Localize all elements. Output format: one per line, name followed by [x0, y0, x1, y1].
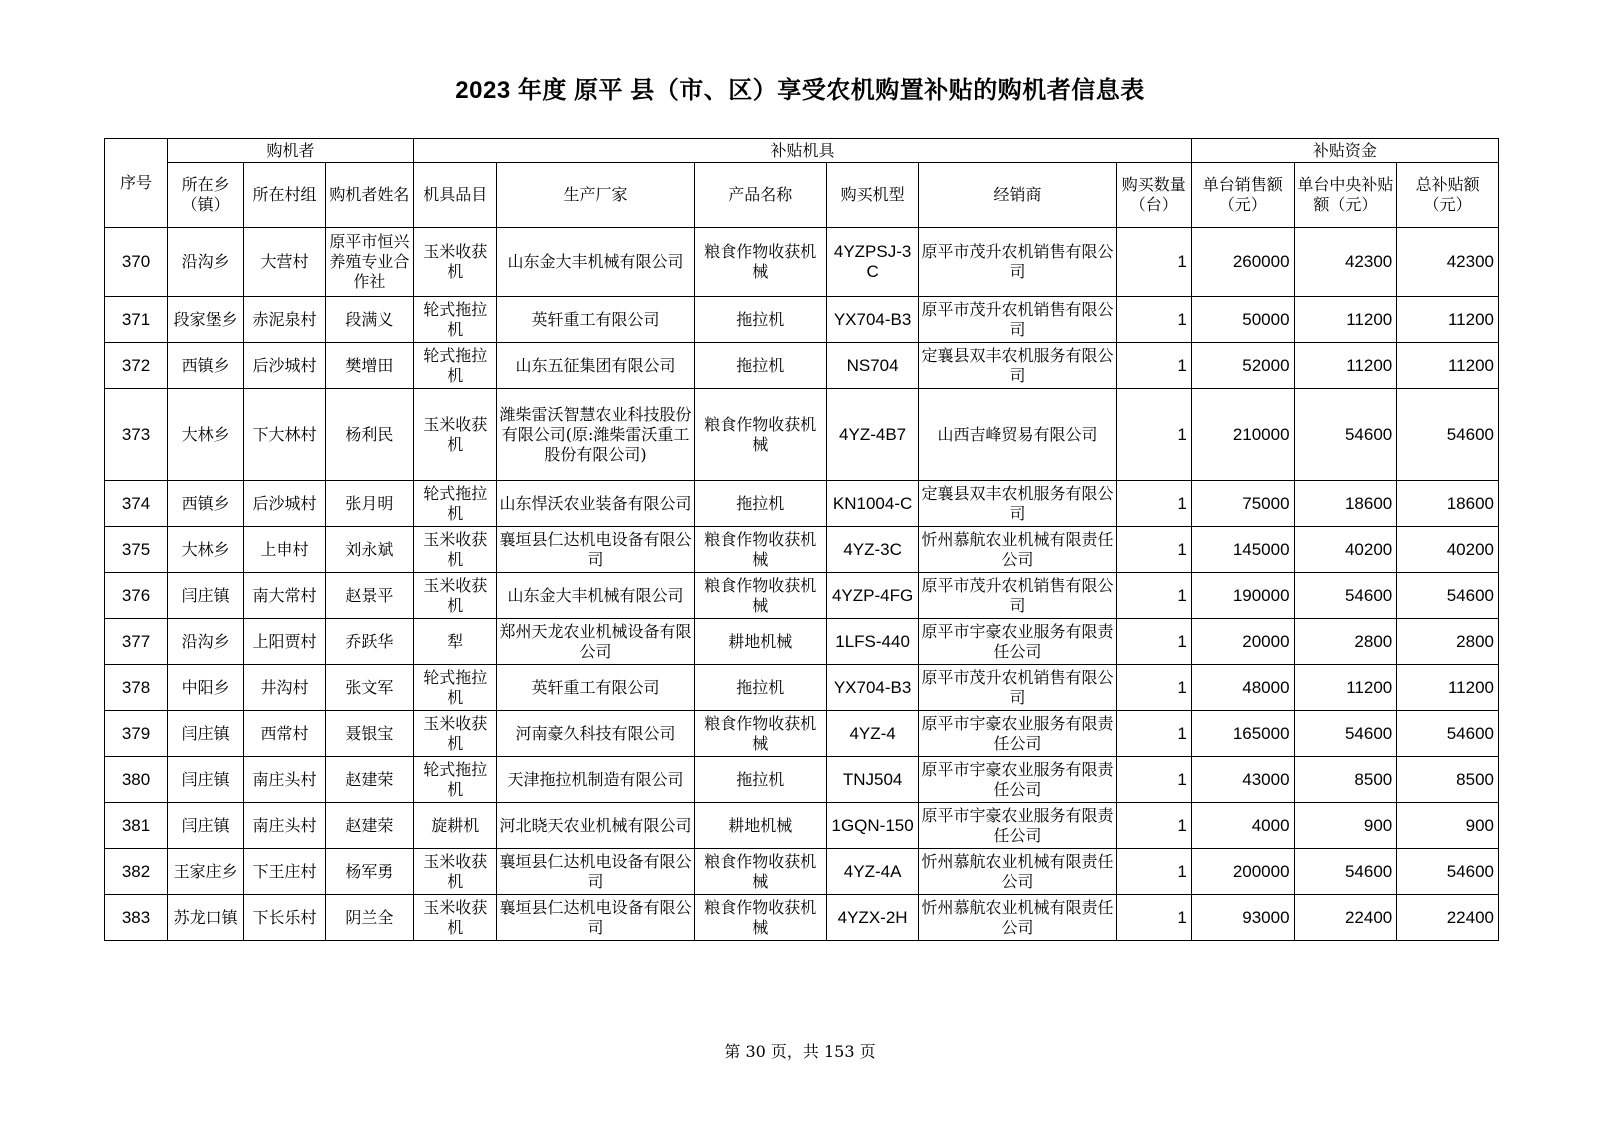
column-header: 购买数量（台） — [1116, 163, 1191, 228]
table-cell: 粮食作物收获机械 — [694, 895, 826, 941]
table-cell: 段满义 — [325, 297, 413, 343]
column-header: 购买机型 — [826, 163, 919, 228]
table-cell: 聂银宝 — [325, 711, 413, 757]
table-cell: 上申村 — [244, 527, 325, 573]
column-header: 购机者姓名 — [325, 163, 413, 228]
column-header: 单台销售额（元） — [1191, 163, 1294, 228]
table-cell: 40200 — [1397, 527, 1499, 573]
table-cell: 原平市茂升农机销售有限公司 — [919, 297, 1116, 343]
table-cell: 11200 — [1397, 297, 1499, 343]
column-header: 所在乡（镇） — [168, 163, 244, 228]
table-cell: 玉米收获机 — [414, 711, 497, 757]
table-cell: 1LFS-440 — [826, 619, 919, 665]
table-cell: 西镇乡 — [168, 343, 244, 389]
table-cell: 山东金大丰机械有限公司 — [497, 228, 694, 297]
table-cell: 377 — [105, 619, 168, 665]
table-cell: 轮式拖拉机 — [414, 481, 497, 527]
table-cell: 襄垣县仁达机电设备有限公司 — [497, 895, 694, 941]
table-cell: 42300 — [1397, 228, 1499, 297]
table-row — [105, 849, 1499, 895]
table-cell: 54600 — [1294, 711, 1397, 757]
table-cell: 372 — [105, 343, 168, 389]
table-cell: 沿沟乡 — [168, 619, 244, 665]
table-cell: 373 — [105, 389, 168, 481]
table-cell: 380 — [105, 757, 168, 803]
table-cell: 1 — [1116, 343, 1191, 389]
table-cell: 原平市宇豪农业服务有限责任公司 — [919, 803, 1116, 849]
table-cell: 襄垣县仁达机电设备有限公司 — [497, 527, 694, 573]
page-number: 第 30 页，共 153 页 — [724, 1042, 876, 1061]
table-cell: 耕地机械 — [694, 803, 826, 849]
table-cell: 383 — [105, 895, 168, 941]
table-row — [105, 665, 1499, 711]
table-row — [105, 757, 1499, 803]
table-cell: 40200 — [1294, 527, 1397, 573]
table-row — [105, 895, 1499, 941]
table-cell: 拖拉机 — [694, 297, 826, 343]
table-cell: 1 — [1116, 711, 1191, 757]
table-cell: TNJ504 — [826, 757, 919, 803]
table-cell: 4YZ-4B7 — [826, 389, 919, 481]
table-cell: 玉米收获机 — [414, 573, 497, 619]
column-header: 生产厂家 — [497, 163, 694, 228]
table-cell: 22400 — [1397, 895, 1499, 941]
table-cell: 犁 — [414, 619, 497, 665]
table-cell: 中阳乡 — [168, 665, 244, 711]
table-cell: 段家堡乡 — [168, 297, 244, 343]
table-cell: 粮食作物收获机械 — [694, 573, 826, 619]
table-cell: YX704-B3 — [826, 297, 919, 343]
table-cell: 11200 — [1294, 297, 1397, 343]
table-cell: 粮食作物收获机械 — [694, 849, 826, 895]
table-cell: 145000 — [1191, 527, 1294, 573]
table-cell: 阴兰全 — [325, 895, 413, 941]
table-row — [105, 297, 1499, 343]
table-cell: 381 — [105, 803, 168, 849]
table-cell: 沿沟乡 — [168, 228, 244, 297]
table-cell: 165000 — [1191, 711, 1294, 757]
table-cell: 井沟村 — [244, 665, 325, 711]
table-cell: 900 — [1294, 803, 1397, 849]
column-header-row — [105, 163, 1499, 228]
column-header: 所在村组 — [244, 163, 325, 228]
table-cell: 张月明 — [325, 481, 413, 527]
table-cell: 定襄县双丰农机服务有限公司 — [919, 481, 1116, 527]
table-cell: 大营村 — [244, 228, 325, 297]
table-cell: 375 — [105, 527, 168, 573]
table-cell: 大林乡 — [168, 389, 244, 481]
table-cell: 闫庄镇 — [168, 803, 244, 849]
table-row — [105, 389, 1499, 481]
table-cell: 拖拉机 — [694, 481, 826, 527]
group-header-machine: 补贴机具 — [414, 139, 1192, 163]
table-cell: 王家庄乡 — [168, 849, 244, 895]
table-cell: 英轩重工有限公司 — [497, 297, 694, 343]
table-cell: 48000 — [1191, 665, 1294, 711]
table-cell: 11200 — [1294, 343, 1397, 389]
table-cell: 原平市恒兴养殖专业合作社 — [325, 228, 413, 297]
table-cell: 玉米收获机 — [414, 849, 497, 895]
table-cell: 耕地机械 — [694, 619, 826, 665]
table-cell: 1 — [1116, 757, 1191, 803]
column-header: 序号 — [105, 139, 168, 228]
table-cell: 闫庄镇 — [168, 573, 244, 619]
table-cell: 玉米收获机 — [414, 228, 497, 297]
table-cell: 4YZX-2H — [826, 895, 919, 941]
table-cell: 900 — [1397, 803, 1499, 849]
table-cell: 下大林村 — [244, 389, 325, 481]
table-cell: 8500 — [1397, 757, 1499, 803]
table-cell: 南大常村 — [244, 573, 325, 619]
table-cell: 天津拖拉机制造有限公司 — [497, 757, 694, 803]
table-cell: 2800 — [1294, 619, 1397, 665]
table-row — [105, 711, 1499, 757]
table-cell: 轮式拖拉机 — [414, 665, 497, 711]
group-header-row — [105, 139, 1499, 163]
table-cell: 1 — [1116, 228, 1191, 297]
table-cell: 后沙城村 — [244, 343, 325, 389]
table-cell: 杨军勇 — [325, 849, 413, 895]
table-cell: 54600 — [1294, 573, 1397, 619]
table-cell: 75000 — [1191, 481, 1294, 527]
table-cell: 定襄县双丰农机服务有限公司 — [919, 343, 1116, 389]
table-cell: 忻州慕航农业机械有限责任公司 — [919, 849, 1116, 895]
table-cell: 上阳贾村 — [244, 619, 325, 665]
table-cell: 粮食作物收获机械 — [694, 527, 826, 573]
table-cell: 赵景平 — [325, 573, 413, 619]
table-cell: 43000 — [1191, 757, 1294, 803]
table-cell: 原平市宇豪农业服务有限责任公司 — [919, 619, 1116, 665]
table-cell: 旋耕机 — [414, 803, 497, 849]
table-cell: 山东五征集团有限公司 — [497, 343, 694, 389]
table-row — [105, 343, 1499, 389]
table-cell: 11200 — [1294, 665, 1397, 711]
table-cell: 374 — [105, 481, 168, 527]
table-cell: 河南豪久科技有限公司 — [497, 711, 694, 757]
table-cell: 4YZ-4 — [826, 711, 919, 757]
column-header: 产品名称 — [694, 163, 826, 228]
table-cell: 11200 — [1397, 665, 1499, 711]
table-cell: 382 — [105, 849, 168, 895]
table-cell: 襄垣县仁达机电设备有限公司 — [497, 849, 694, 895]
table-cell: 拖拉机 — [694, 665, 826, 711]
table-cell: 1 — [1116, 619, 1191, 665]
table-cell: 粮食作物收获机械 — [694, 711, 826, 757]
table-cell: 粮食作物收获机械 — [694, 228, 826, 297]
table-cell: 200000 — [1191, 849, 1294, 895]
table-cell: 闫庄镇 — [168, 711, 244, 757]
table-cell: 4YZ-3C — [826, 527, 919, 573]
table-row — [105, 527, 1499, 573]
table-row — [105, 228, 1499, 297]
table-cell: 1 — [1116, 895, 1191, 941]
table-cell: 379 — [105, 711, 168, 757]
table-cell: 郑州天龙农业机械设备有限公司 — [497, 619, 694, 665]
table-cell: 1 — [1116, 481, 1191, 527]
table-cell: YX704-B3 — [826, 665, 919, 711]
table-cell: 52000 — [1191, 343, 1294, 389]
table-cell: 11200 — [1397, 343, 1499, 389]
table-cell: 忻州慕航农业机械有限责任公司 — [919, 527, 1116, 573]
table-cell: 4YZPSJ-3C — [826, 228, 919, 297]
table-cell: 1 — [1116, 297, 1191, 343]
table-cell: 下王庄村 — [244, 849, 325, 895]
table-row — [105, 481, 1499, 527]
table-cell: 后沙城村 — [244, 481, 325, 527]
column-header: 经销商 — [919, 163, 1116, 228]
table-cell: 54600 — [1397, 389, 1499, 481]
table-cell: 苏龙口镇 — [168, 895, 244, 941]
table-cell: 42300 — [1294, 228, 1397, 297]
table-cell: 大林乡 — [168, 527, 244, 573]
table-cell: 赵建荣 — [325, 757, 413, 803]
column-header: 总补贴额（元） — [1397, 163, 1499, 228]
table-cell: 1 — [1116, 389, 1191, 481]
table-cell: 54600 — [1294, 849, 1397, 895]
table-cell: 轮式拖拉机 — [414, 343, 497, 389]
table-cell: 210000 — [1191, 389, 1294, 481]
table-cell: 18600 — [1397, 481, 1499, 527]
table-cell: 54600 — [1397, 711, 1499, 757]
table-row — [105, 573, 1499, 619]
table-cell: 54600 — [1294, 389, 1397, 481]
table-cell: 南庄头村 — [244, 757, 325, 803]
table-cell: 54600 — [1397, 849, 1499, 895]
table-cell: 50000 — [1191, 297, 1294, 343]
table-cell: 忻州慕航农业机械有限责任公司 — [919, 895, 1116, 941]
table-cell: 1 — [1116, 849, 1191, 895]
table-cell: 南庄头村 — [244, 803, 325, 849]
table-row — [105, 619, 1499, 665]
table-cell: 22400 — [1294, 895, 1397, 941]
table-row — [105, 803, 1499, 849]
table-cell: 拖拉机 — [694, 757, 826, 803]
table-cell: 河北晓天农业机械有限公司 — [497, 803, 694, 849]
table-cell: 371 — [105, 297, 168, 343]
table-cell: 1GQN-150 — [826, 803, 919, 849]
table-cell: 张文军 — [325, 665, 413, 711]
table-cell: 原平市茂升农机销售有限公司 — [919, 573, 1116, 619]
table-cell: 英轩重工有限公司 — [497, 665, 694, 711]
table-cell: 20000 — [1191, 619, 1294, 665]
table-body — [105, 228, 1499, 941]
table-cell: 378 — [105, 665, 168, 711]
group-header-buyer: 购机者 — [168, 139, 414, 163]
table-cell: 18600 — [1294, 481, 1397, 527]
table-cell: 粮食作物收获机械 — [694, 389, 826, 481]
group-header-funds: 补贴资金 — [1191, 139, 1498, 163]
table-cell: 8500 — [1294, 757, 1397, 803]
table-cell: 轮式拖拉机 — [414, 297, 497, 343]
table-cell: 山西吉峰贸易有限公司 — [919, 389, 1116, 481]
table-cell: 刘永斌 — [325, 527, 413, 573]
table-cell: 190000 — [1191, 573, 1294, 619]
table-cell: 玉米收获机 — [414, 389, 497, 481]
table-cell: 闫庄镇 — [168, 757, 244, 803]
table-cell: 拖拉机 — [694, 343, 826, 389]
table-cell: 370 — [105, 228, 168, 297]
table-cell: 376 — [105, 573, 168, 619]
table-cell: 樊增田 — [325, 343, 413, 389]
table-cell: 4YZ-4A — [826, 849, 919, 895]
table-cell: 54600 — [1397, 573, 1499, 619]
table-cell: 原平市茂升农机销售有限公司 — [919, 665, 1116, 711]
table-cell: NS704 — [826, 343, 919, 389]
table-cell: 杨利民 — [325, 389, 413, 481]
table-cell: 赵建荣 — [325, 803, 413, 849]
table-cell: 玉米收获机 — [414, 527, 497, 573]
table-cell: 山东金大丰机械有限公司 — [497, 573, 694, 619]
table-cell: 260000 — [1191, 228, 1294, 297]
table-cell: 4000 — [1191, 803, 1294, 849]
table-cell: 玉米收获机 — [414, 895, 497, 941]
table-cell: 西常村 — [244, 711, 325, 757]
table-cell: 1 — [1116, 665, 1191, 711]
table-cell: 潍柴雷沃智慧农业科技股份有限公司(原:潍柴雷沃重工股份有限公司) — [497, 389, 694, 481]
table-cell: 2800 — [1397, 619, 1499, 665]
table-cell: 下长乐村 — [244, 895, 325, 941]
subsidy-table — [104, 138, 1499, 941]
table-cell: 轮式拖拉机 — [414, 757, 497, 803]
table-cell: 93000 — [1191, 895, 1294, 941]
table-cell: 原平市宇豪农业服务有限责任公司 — [919, 711, 1116, 757]
column-header: 单台中央补贴额（元） — [1294, 163, 1397, 228]
table-cell: 1 — [1116, 527, 1191, 573]
table-cell: 4YZP-4FG — [826, 573, 919, 619]
table-cell: 乔跃华 — [325, 619, 413, 665]
page-title: 2023 年度 原平 县（市、区）享受农机购置补贴的购机者信息表 — [455, 77, 1145, 104]
table-cell: 1 — [1116, 803, 1191, 849]
table-cell: KN1004-C — [826, 481, 919, 527]
table-cell: 赤泥泉村 — [244, 297, 325, 343]
table-cell: 原平市茂升农机销售有限公司 — [919, 228, 1116, 297]
table-cell: 1 — [1116, 573, 1191, 619]
table-cell: 山东悍沃农业装备有限公司 — [497, 481, 694, 527]
table-cell: 原平市宇豪农业服务有限责任公司 — [919, 757, 1116, 803]
table-cell: 西镇乡 — [168, 481, 244, 527]
column-header: 机具品目 — [414, 163, 497, 228]
